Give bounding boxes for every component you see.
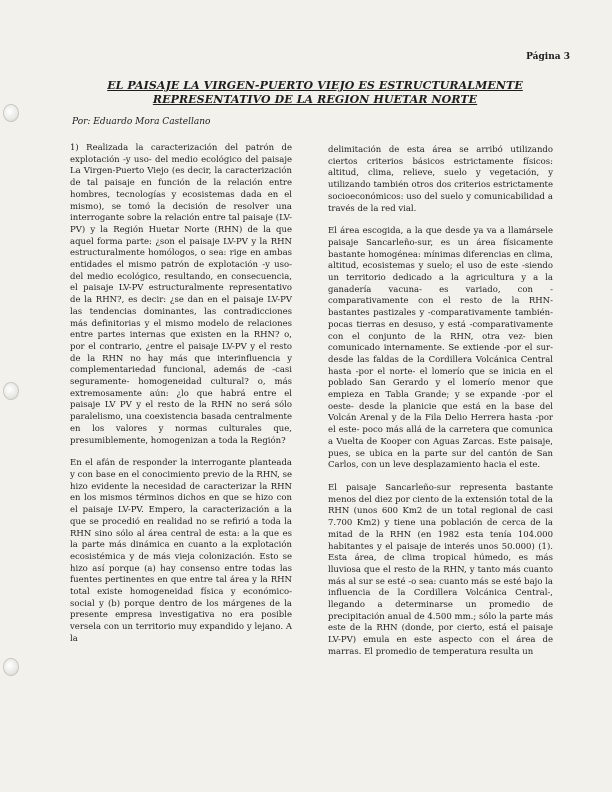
paragraph: delimitación de esta área se arribó utilizando ciertos criterios básicos estrictamente físicos: altitud, clima, relieve, suelo y vegetación, y utilizando también otros dos criterios estrictamente socioeconómicos: uso del suelo y comunicabilidad a través de la red vial. <box>328 145 553 214</box>
binder-hole <box>3 382 19 400</box>
right-column <box>328 145 553 670</box>
left-column <box>70 143 292 657</box>
page-number: Página 3 <box>526 52 570 62</box>
article-author: Por: Eduardo Mora Castellano <box>72 117 211 127</box>
binder-hole <box>3 658 19 676</box>
paragraph: El paisaje Sancarleño-sur representa bastante menos del diez por ciento de la extensión total de la RHN (unos 600 Km2 de un total regional de casi 7.700 Km2) y tiene una población de cerca de la mitad de la RHN (en 1982 esta tenía 104.000 habitantes y el paisaje de interés unos 50.000) (1). Esta área, de clima tropical húmedo, es más lluviosa que el resto de la RHN, y tanto más cuanto más al sur se esté -o sea: cuanto más se esté bajo la influencia de la Cordillera Volcánica Central-, llegando a determinarse un promedio de precipitación anual de 4.500 mm.; sólo la parte más este de la RHN (donde, por cierto, está el paisaje LV-PV) emula en este aspecto con el área de marras. El promedio de temperatura resulta un <box>328 482 553 657</box>
article-title: EL PAISAJE LA VIRGEN-PUERTO VIEJO ES ESTRUCTURALMENTE REPRESENTATIVO DE LA REGION HUETAR NORTE <box>107 79 523 106</box>
paragraph: 1) Realizada la caracterización del patrón de explotación -y uso- del medio ecológico del paisaje La Virgen-Puerto Viejo (es decir, la caracterización de tal paisaje en función de la relación entre hombres, tecnologías y ecosistemas dada en el mismo), se tomó la decisión de resolver una interrogante sobre la relación entre tal paisaje (LV-PV) y la Región Huetar Norte (RHN) de la que aquel forma parte: ¿son el paisaje LV-PV y la RHN estructuralmente homólogos, o sea: rige en ambas entidades el mismo patrón de explotación -y uso- del medio ecológico, resultando, en consecuencia, el paisaje LV-PV estructuralmente representativo de la RHN?, es decir: ¿se dan en el paisaje LV-PV las tendencias dominantes, las contradicciones más definitorias y el mismo modelo de relaciones entre partes internas que existen en la RHN? o, por el contrario, ¿entre el paisaje LV-PV y el resto de la RHN no hay más que interinfluencia y complementariedad funcional, además de -casi seguramente- homogeneidad cultural? o, más extremosamente aún: ¿lo que habrá entre el paisaje LV PV y el resto de la RHN no será sólo paralelismo, una coexistencia basada centralmente en los valores y normas culturales que, presumiblemente, homogenizan a toda la Región? <box>70 143 292 446</box>
paragraph: El área escogida, a la que desde ya va a llamársele paisaje Sancarleño-sur, es un área físicamente bastante homogénea: mínimas diferencias en clima, altitud, ecosistemas y suelo; el uso de este -siendo un territorio dedicado a la agricultura y a la ganadería vacuna- es variado, con -comparativamente con el resto de la RHN- bastantes pastizales y -comparativamente también- pocas tierras en desuso, y está -comparativamente con el conjunto de la RHN, otra vez- bien comunicado internamente. Se extiende -por el sur- desde las faldas de la Cordillera Volcánica Central hasta -por el norte- el lomerío que se inicia en el poblado San Gerardo y el lomerío menor que empieza en Tabla Grande; y se expande -por el oeste- desde la planicie que está en la base del Volcán Arenal y de la Fila Delio Herrera hasta -por el este- poco más allá de la carretera que comunica a Vuelta de Kooper con Aguas Zarcas. Este paisaje, pues, se ubica en la parte sur del cantón de San Carlos, con un leve desplazamiento hacia el este. <box>328 226 553 471</box>
binder-hole <box>3 104 19 122</box>
paragraph: En el afán de responder la interrogante planteada y con base en el conocimiento previo de la RHN, se hizo evidente la necesidad de caracterizar la RHN en los mismos términos dichos en que se hizo con el paisaje LV-PV. Empero, la caracterización a la que se procedió en realidad no se refirió a toda la RHN sino sólo al área central de esta: a la que es la parte más dinámica en cuanto a la explotación ecosistémica y de más vieja colonización. Esto se hizo así porque (a) hay consenso entre todas las fuentes pertinentes en que entre tal área y la RHN total existe homogeneidad física y económico-social y (b) porque dentro de los márgenes de la presente empresa investigativa no era posible versela con un territorio muy expandido y lejano. A la <box>70 458 292 644</box>
